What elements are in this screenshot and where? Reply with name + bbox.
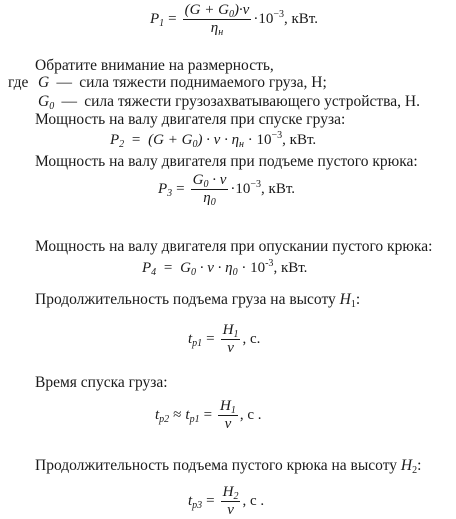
p1-fraction bbox=[183, 2, 252, 37]
text-tp2: Время спуска груза: bbox=[35, 374, 168, 391]
formula-p1: $P_1$ = $\frac{(G + G_0)\cdot v}{\eta_н}$ $\cdot 10^{-3}$, кВт. bbox=[150, 2, 318, 38]
definition-g: где G — сила тяжести поднимаемого груза, Н; bbox=[8, 74, 327, 91]
p1-numerator: $(G + G_0)\cdot v$ bbox=[184, 2, 250, 20]
p1-denominator: $\eta_н$ bbox=[210, 20, 224, 38]
definition-g0: $G_0$ — сила тяжести грузозахватывающего устройства, Н. bbox=[38, 93, 420, 112]
text-p3: Мощность на валу двигателя при подъеме пустого крюка: bbox=[35, 153, 418, 170]
text-p2: Мощность на валу двигателя при спуске груза: bbox=[35, 111, 346, 128]
note-dimension: Обратите внимание на размерность, bbox=[35, 57, 274, 74]
text-tp3: Продолжительность подъема пустого крюка на высоту $H_2$: bbox=[35, 457, 422, 476]
formula-tp3: $t_{p3}$ = $\frac{H_2}{v}$ , c . bbox=[188, 484, 265, 518]
tp3-fraction: $\frac{H_2}{v}$ bbox=[222, 484, 239, 518]
p1-lhs: $P_1$ bbox=[150, 11, 165, 29]
formula-p2: $P_2 = (G + G_0) \cdot v \cdot \eta_н \cdot 10^{-3}$, кВт. bbox=[110, 130, 317, 150]
text-p4: Мощность на валу двигателя при опускании пустого крюка: bbox=[35, 238, 433, 255]
formula-tp1: $t_{p1}$ = $\frac{H_1}{v}$ , c. bbox=[188, 322, 261, 356]
formula-tp2: $t_{p2}$ ≈ $t_{p1}$ = $\frac{H_1}{v}$ , c . bbox=[155, 398, 262, 432]
text-tp1: Продолжительность подъема груза на высоту $H_1$: bbox=[35, 291, 361, 310]
p3-fraction: $\frac{G_0 \cdot v}{\eta_0}$ bbox=[192, 172, 227, 208]
formula-p4: $P_4 = G_0 \cdot v \cdot \eta_0 \cdot 10^{-3}$, кВт. bbox=[142, 258, 308, 278]
tp1-fraction: $\frac{H_1}{v}$ bbox=[222, 322, 239, 356]
p1-factor: $\cdot 10^{-3}$, кВт. bbox=[253, 9, 318, 27]
formula-p3: $P_3$ = $\frac{G_0 \cdot v}{\eta_0}$ $\cdot 10^{-3}$, кВт. bbox=[158, 172, 296, 208]
tp2-fraction: $\frac{H_1}{v}$ bbox=[220, 398, 236, 432]
